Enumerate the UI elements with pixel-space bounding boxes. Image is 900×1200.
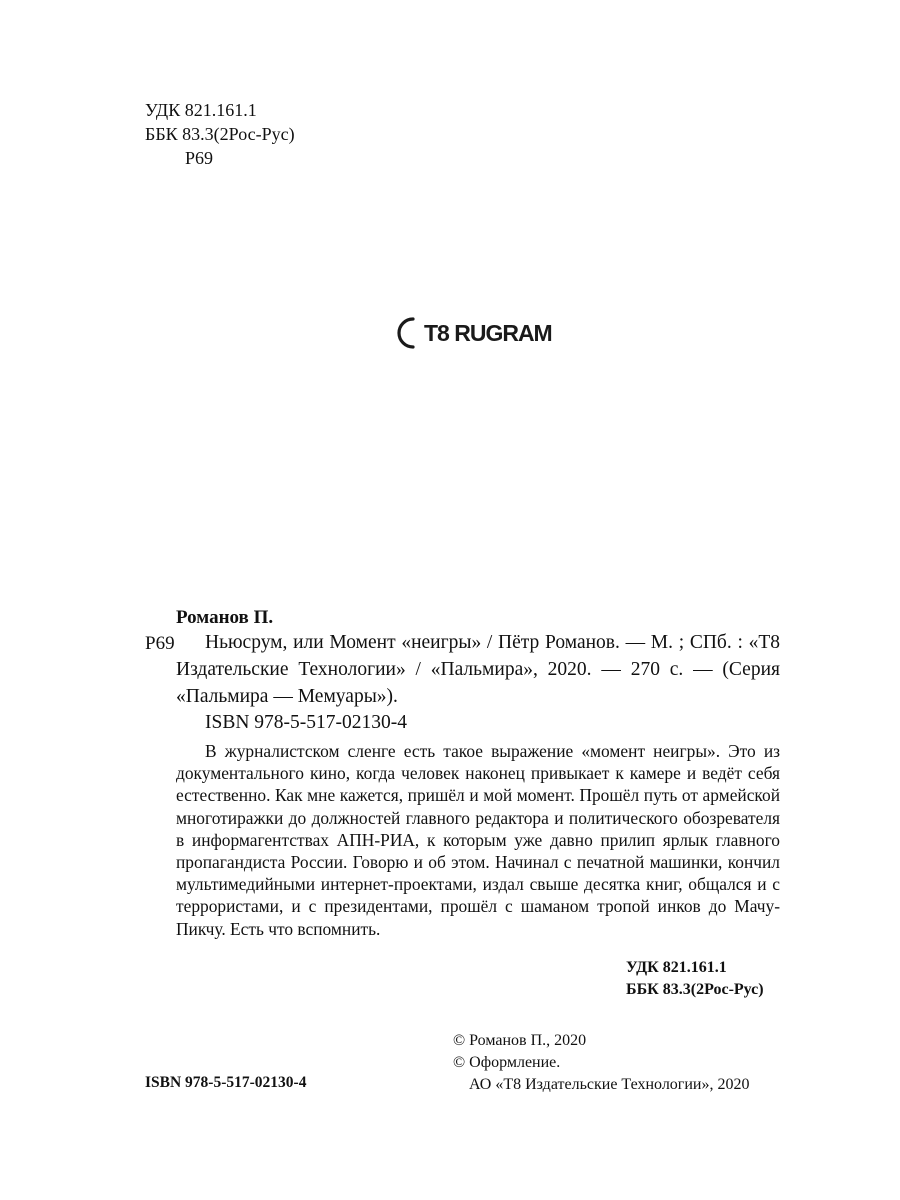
footer-bbk-code: ББК 83.3(2Рос-Рус) bbox=[626, 981, 764, 998]
header-codes bbox=[145, 98, 295, 170]
bib-description: Ньюсрум, или Момент «неигры» / Пётр Романов. — М. ; СПб. : «Т8 Издательские Технологии» / «Пальмира», 2020. — 270 с. — (Серия «Пальмира — Мемуары»). bbox=[176, 632, 780, 707]
isbn-footer: ISBN 978-5-517-02130-4 bbox=[145, 1074, 307, 1091]
bib-author: Романов П. bbox=[176, 607, 274, 628]
author-mark: Р69 bbox=[185, 148, 214, 168]
logo-wordmark: T8 RUGRAM bbox=[424, 320, 552, 346]
bbk-code: ББК 83.3(2Рос-Рус) bbox=[145, 124, 295, 144]
bib-author-mark: Р69 bbox=[145, 633, 175, 654]
logo-arc-icon bbox=[393, 316, 427, 350]
udk-code: УДК 821.161.1 bbox=[145, 100, 257, 120]
footer-udk-code: УДК 821.161.1 bbox=[626, 959, 727, 976]
bib-isbn: ISBN 978-5-517-02130-4 bbox=[205, 712, 408, 733]
copyright-block bbox=[453, 1030, 750, 1096]
copyright-design: © Оформление. bbox=[453, 1054, 561, 1071]
copyright-publisher: АО «Т8 Издательские Технологии», 2020 bbox=[469, 1076, 750, 1093]
book-abstract: В журналистском сленге есть такое выражение «момент неигры». Это из документального кино, когда человек наконец привыкает к камере и ведёт себя естественно. Как мне кажется, пришёл и мой момент. Прошёл путь от армейской многотиражки до должностей главного редактора и политического обозревателя в информагентствах АПН-РИА, к которым уже давно прилип ярлык главного пропагандиста России. Говорю и об этом. Начинал с печатной машинки, кончил мультимедийными интернет-проектами, издал свыше десятка книг, общался и с террористами, и с президентами, прошёл с шаманом тропой инков до Мачу-Пикчу. Есть что вспомнить. bbox=[176, 741, 780, 939]
publisher-logo bbox=[393, 314, 552, 354]
footer-codes bbox=[626, 957, 764, 1001]
copyright-author: © Романов П., 2020 bbox=[453, 1032, 587, 1049]
